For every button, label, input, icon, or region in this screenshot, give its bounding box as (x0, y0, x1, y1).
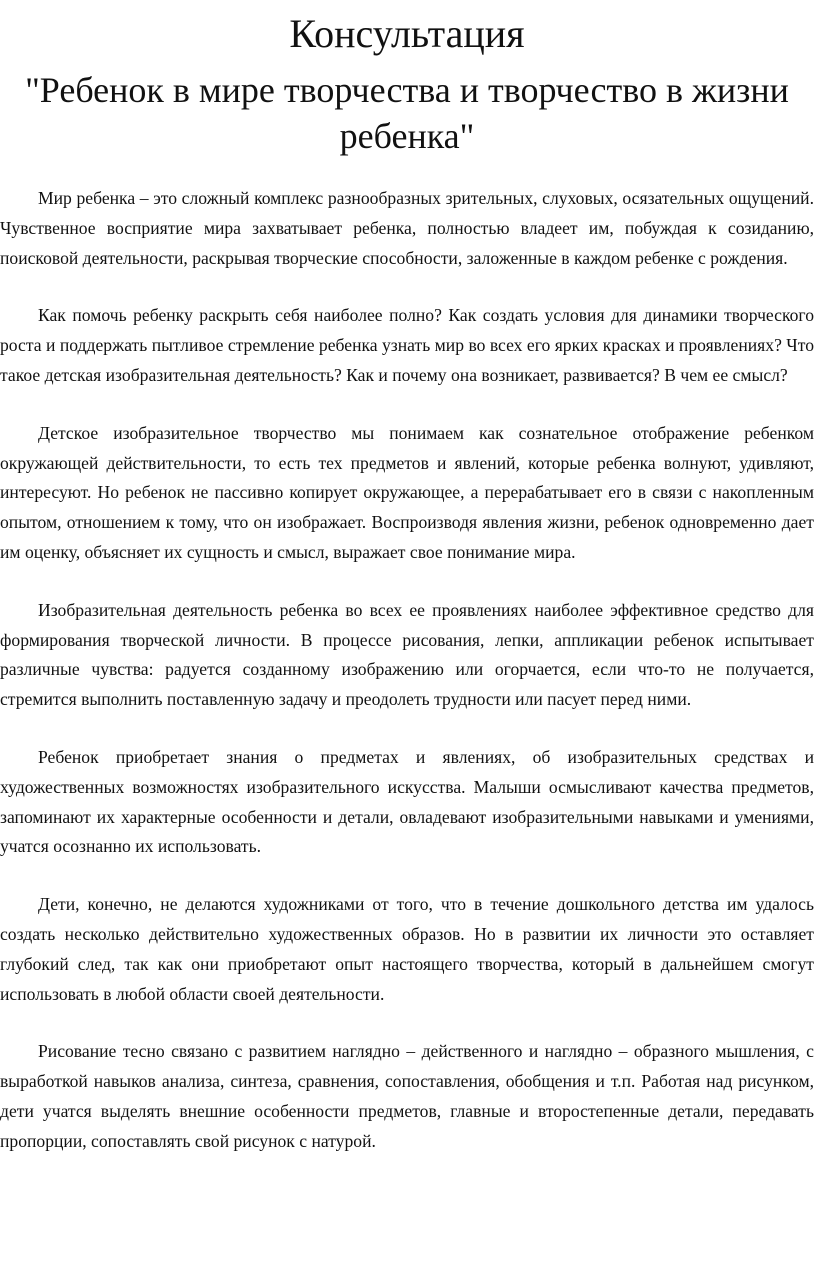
paragraph-2: Как помочь ребенку раскрыть себя наиболее полно? Как создать условия для динамики творческого роста и поддержать пытливое стремление ребенка узнать мир во всех его ярких красках и проявлениях? Что такое детская изобразительная деятельность? Как и почему она возникает, развивается? В чем ее смысл? (0, 305, 814, 385)
paragraph-3: Детское изобразительное творчество мы понимаем как сознательное отображение ребенком окружающей действительности, то есть тех предметов и явлений, которые ребенка волнуют, удивляют, интересуют. Но ребенок не пассивно копирует окружающее, а перерабатывает его в связи с накопленным опытом, отношением к тому, что он изображает. Воспроизводя явления жизни, ребенок одновременно дает им оценку, объясняет их сущность и смысл, выражает свое понимание мира. (0, 422, 814, 562)
paragraph-1: Мир ребенка – это сложный комплекс разнообразных зрительных, слуховых, осязательных ощущений. Чувственное восприятие мира захватывает ребенка, полностью владеет им, побуждая к созиданию, поисковой деятельности, раскрывая творческие способности, заложенные в каждом ребенке с рождения. (0, 188, 814, 268)
document-subtitle: "Ребенок в мире творчества и творчество в жизни ребенка" (25, 70, 789, 156)
document-title: Консультация (289, 11, 525, 56)
paragraph-5: Ребенок приобретает знания о предметах и явлениях, об изобразительных средствах и художественных возможностях изобразительного искусства. Малыши осмысливают качества предметов, запоминают их характерные особенности и детали, овладевают изобразительными навыками и умениями, учатся осознанно их использовать. (0, 746, 814, 857)
document-body (0, 184, 814, 1157)
paragraph-7: Рисование тесно связано с развитием наглядно – действенного и наглядно – образного мышления, с выработкой навыков анализа, синтеза, сравнения, сопоставления, обобщения и т.п. Работая над рисунком, дети учатся выделять внешние особенности предметов, главные и второстепенные детали, передавать пропорции, сопоставлять свой рисунок с натурой. (0, 1041, 814, 1151)
paragraph-6: Дети, конечно, не делаются художниками от того, что в течение дошкольного детства им удалось создать несколько действительно художественных образов. Но в развитии их личности это оставляет глубокий след, так как они приобретают опыт настоящего творчества, который в дальнейшем смогут использовать в любой области своей деятельности. (0, 894, 814, 1004)
paragraph-4: Изобразительная деятельность ребенка во всех ее проявлениях наиболее эффективное средство для формирования творческой личности. В процессе рисования, лепки, аппликации ребенок испытывает различные чувства: радуется созданному изображению или огорчается, если что-то не получается, стремится выполнить поставленную задачу и преодолеть трудности или пасует перед ними. (0, 599, 814, 710)
